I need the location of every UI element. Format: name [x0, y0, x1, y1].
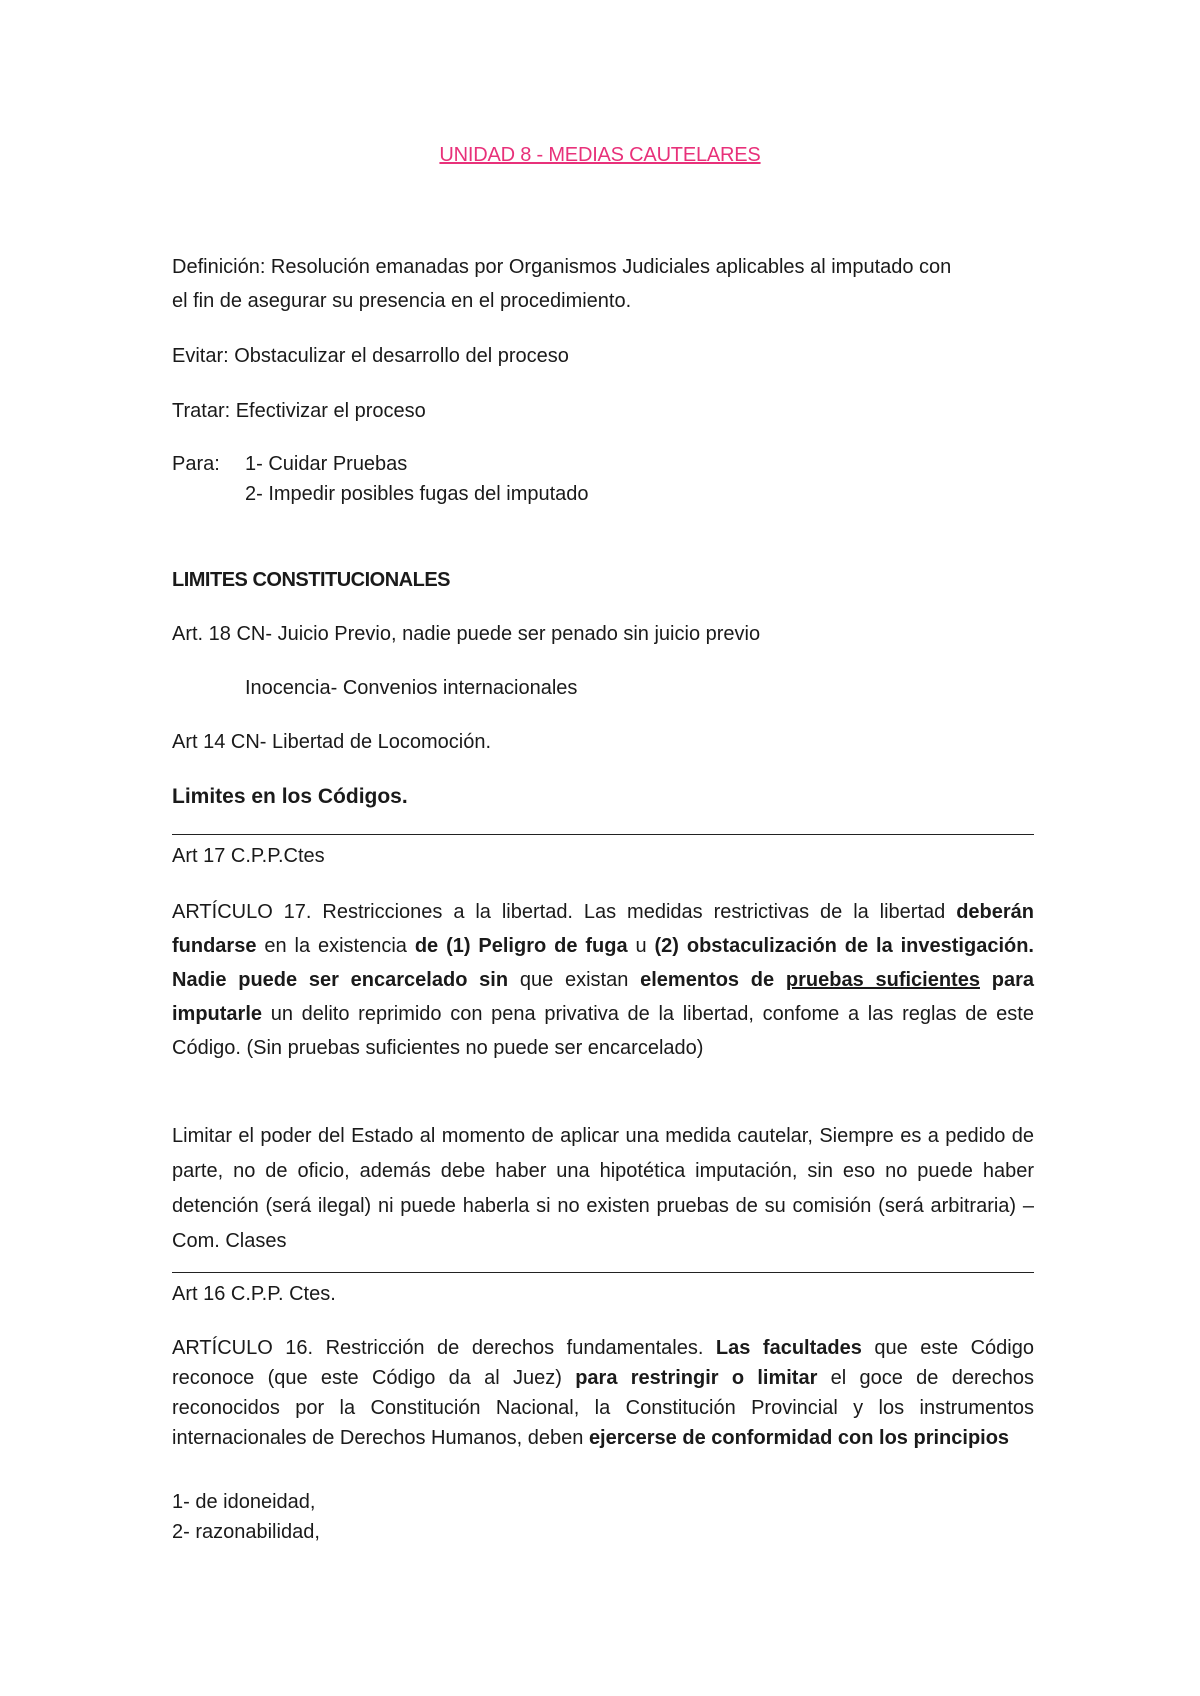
- art14-text: Art 14 CN- Libertad de Locomoción.: [172, 731, 492, 753]
- text-segment: Las facultades: [715, 1337, 862, 1359]
- text-segment: u: [627, 935, 655, 957]
- text-segment: que existan: [508, 969, 641, 991]
- text-segment: elementos de: [640, 969, 786, 991]
- text-segment: para restringir o limitar: [575, 1367, 818, 1389]
- tratar-text: Tratar: Efectivizar el proceso: [172, 400, 426, 422]
- art16-label: Art 16 C.P.P. Ctes.: [172, 1283, 336, 1305]
- divider: [172, 1272, 1034, 1273]
- text-segment: deberán fundarse: [172, 901, 1034, 957]
- text-segment: pruebas suficientes: [785, 969, 980, 991]
- art17-paragraph: [172, 895, 1034, 1065]
- limites-codigos-heading: Limites en los Códigos.: [172, 785, 408, 808]
- art17-label: Art 17 C.P.P.Ctes: [172, 845, 325, 867]
- principio-item-1: 1- de idoneidad,: [172, 1491, 316, 1513]
- text-segment: ARTÍCULO 17. Restricciones a la libertad. Las medidas restrictivas de la libertad: [172, 901, 957, 923]
- text-segment: ejercerse de conformidad con los principios: [588, 1427, 1010, 1449]
- art18-text: Art. 18 CN- Juicio Previo, nadie puede ser penado sin juicio previo: [172, 623, 761, 645]
- art16-paragraph: [172, 1333, 1034, 1453]
- text-segment: el goce de derechos reconocidos por la Constitución Nacional, la Constitución Provincial y los instrumentos internacionales de Derechos Humanos, deben: [172, 1367, 1034, 1449]
- evitar-text: Evitar: Obstaculizar el desarrollo del proceso: [172, 345, 569, 367]
- inocencia-text: Inocencia- Convenios internacionales: [245, 677, 578, 699]
- para-label: Para:: [172, 453, 220, 475]
- para-item-1: 1- Cuidar Pruebas: [245, 453, 408, 475]
- text-segment: un delito reprimido con pena privativa de la libertad, confome a las reglas de este Código. (Sin pruebas suficientes no puede ser encarcelado): [172, 1003, 1034, 1059]
- definicion-line-1: Definición: Resolución emanadas por Organismos Judiciales aplicables al imputado con: [172, 256, 952, 278]
- text-segment: en la existencia: [256, 935, 415, 957]
- definicion-line-2: el fin de asegurar su presencia en el procedimiento.: [172, 290, 632, 312]
- text-segment: ARTÍCULO 16. Restricción de derechos fundamentales.: [172, 1337, 716, 1359]
- comentario-paragraph: Limitar el poder del Estado al momento de aplicar una medida cautelar, Siempre es a pedido de parte, no de oficio, además debe haber una hipotética imputación, sin eso no puede haber detención (será ilegal) ni puede haberla si no existen pruebas de su comisión (será arbitraria) – Com. Clases: [172, 1125, 1034, 1252]
- text-segment: para imputarle: [172, 969, 1034, 1025]
- text-segment: que este Código reconoce (que este Código da al Juez): [172, 1337, 1034, 1389]
- limites-constitucionales-heading: LIMITES CONSTITUCIONALES: [172, 569, 450, 591]
- page-title: UNIDAD 8 - MEDIAS CAUTELARES: [439, 144, 761, 166]
- para-item-2: 2- Impedir posibles fugas del imputado: [245, 483, 589, 505]
- text-segment: (2) obstaculización de la investigación. Nadie puede ser encarcelado sin: [172, 935, 1034, 991]
- principio-item-2: 2- razonabilidad,: [172, 1521, 320, 1543]
- divider: [172, 834, 1034, 835]
- text-segment: de (1) Peligro de fuga: [414, 935, 628, 957]
